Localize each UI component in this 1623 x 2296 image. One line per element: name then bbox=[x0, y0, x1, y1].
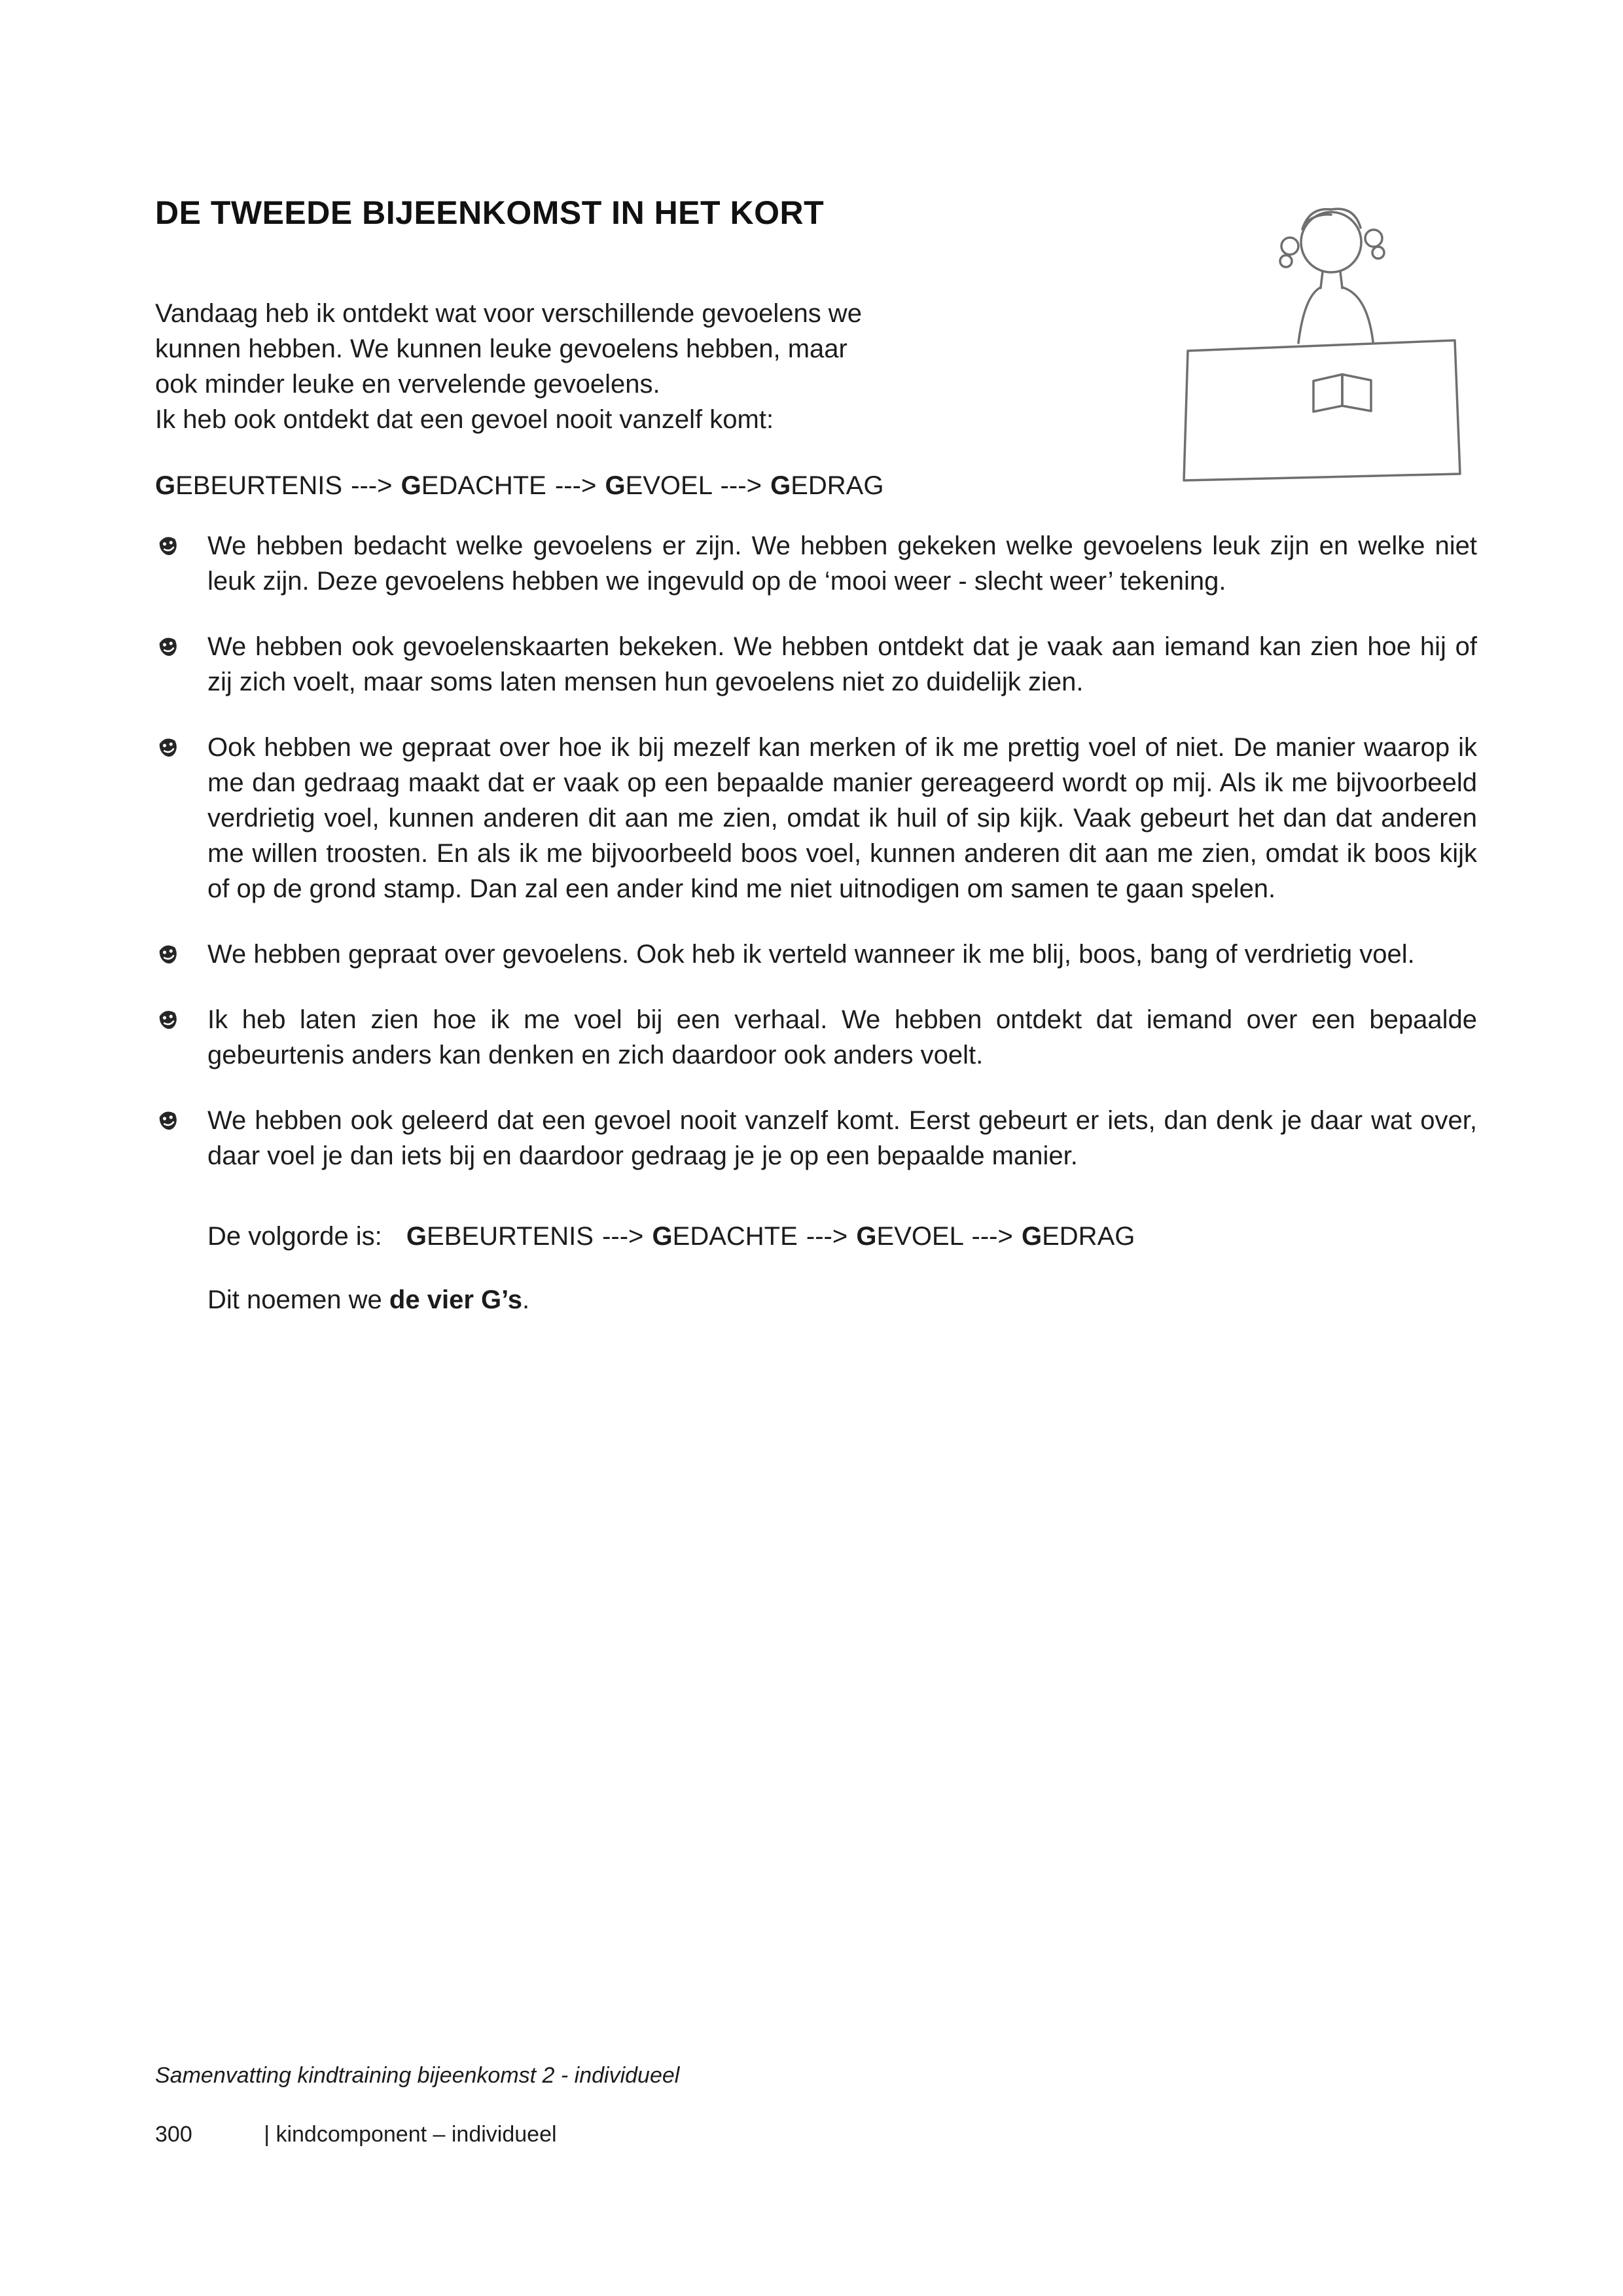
footer-text: | kindcomponent – individueel bbox=[264, 2122, 557, 2147]
girl-at-desk-drawing bbox=[1177, 185, 1465, 486]
footer-summary: Samenvatting kindtraining bijeenkomst 2 - individueel bbox=[155, 2063, 680, 2088]
formula-word: EDRAG bbox=[791, 471, 884, 500]
arrow-text: ---> bbox=[971, 1222, 1013, 1251]
g-letter: G bbox=[155, 471, 176, 500]
g-letter: G bbox=[1021, 1222, 1043, 1251]
bullet-item bbox=[155, 528, 1477, 599]
g-letter: G bbox=[856, 1222, 877, 1251]
bullet-item bbox=[155, 629, 1477, 700]
footer-line bbox=[155, 2122, 557, 2147]
conclusion-lead: Dit noemen we bbox=[207, 1285, 389, 1314]
g-letter: G bbox=[406, 1222, 427, 1251]
intro-line: Ik heb ook ontdekt dat een gevoel nooit vanzelf komt: bbox=[155, 405, 774, 434]
g-letter: G bbox=[770, 471, 791, 500]
intro-line: kunnen hebben. We kunnen leuke gevoelens hebben, maar bbox=[155, 334, 847, 363]
conclusion-tail: . bbox=[522, 1285, 530, 1314]
conclusion-bold: de vier G’s bbox=[389, 1285, 522, 1314]
bullet-text: Ik heb laten zien hoe ik me voel bij een verhaal. We hebben ontdekt dat iemand over een bepaalde gebeurtenis anders kan denken en zich daardoor ook anders voelt. bbox=[207, 1005, 1477, 1069]
arrow-text: ---> bbox=[554, 471, 597, 500]
face-bullet-icon bbox=[155, 937, 207, 972]
arrow-text: ---> bbox=[351, 471, 393, 500]
volgorde-label: De volgorde is: bbox=[207, 1222, 382, 1251]
g-letter: G bbox=[401, 471, 421, 500]
face-bullet-icon bbox=[155, 1103, 207, 1174]
formula-word: EBEURTENIS bbox=[175, 471, 343, 500]
formula-word: EDACHTE bbox=[421, 471, 546, 500]
bullet-list bbox=[155, 528, 1477, 1174]
face-bullet-icon bbox=[155, 528, 207, 599]
bullet-text: We hebben ook gevoelenskaarten bekeken. We hebben ontdekt dat je vaak aan iemand kan zien hoe hij of zij zich voelt, maar soms laten mensen hun gevoelens niet zo duidelijk zien. bbox=[207, 632, 1477, 696]
g-letter: G bbox=[605, 471, 626, 500]
intro-line: Vandaag heb ik ontdekt wat voor verschillende gevoelens we bbox=[155, 299, 862, 328]
intro-line: ook minder leuke en vervelende gevoelens. bbox=[155, 370, 660, 399]
formula-word: EBEURTENIS bbox=[427, 1222, 594, 1251]
bullet-item bbox=[155, 730, 1477, 906]
bullet-item bbox=[155, 937, 1477, 972]
bullet-text: We hebben ook geleerd dat een gevoel nooit vanzelf komt. Eerst gebeurt er iets, dan denk je daar wat over, daar voel je dan iets bij en daardoor gedraag je je op een bepaalde manier. bbox=[207, 1106, 1477, 1170]
conclusion-line bbox=[207, 1285, 1477, 1315]
arrow-text: ---> bbox=[602, 1222, 644, 1251]
page-number: 300 bbox=[155, 2122, 192, 2147]
bullet-text: Ook hebben we gepraat over hoe ik bij mezelf kan merken of ik me prettig voel of niet. De manier waarop ik me dan gedraag maakt dat er vaak op een bepaalde manier gereageerd wordt op mij. Als ik me bijvoorbeeld verdrietig voel, kunnen anderen dit aan me zien, omdat ik huil of sip kijk. Vaak gebeurt het dan dat anderen me willen troosten. En als ik me bijvoorbeeld boos voel, kunnen anderen dit aan me zien, omdat ik boos kijk of op de grond stamp. Dan zal een ander kind me niet uitnodigen om samen te gaan spelen. bbox=[207, 733, 1477, 903]
face-bullet-icon bbox=[155, 1002, 207, 1073]
g-letter: G bbox=[652, 1222, 673, 1251]
bullet-item bbox=[155, 1103, 1477, 1174]
arrow-text: ---> bbox=[720, 471, 762, 500]
bullet-text: We hebben bedacht welke gevoelens er zijn. We hebben gekeken welke gevoelens leuk zijn en welke niet leuk zijn. Deze gevoelens hebben we ingevuld op de ‘mooi weer - slecht weer’ tekening. bbox=[207, 531, 1477, 596]
formula-word: EDRAG bbox=[1042, 1222, 1135, 1251]
girl-at-desk-illustration bbox=[1177, 185, 1465, 486]
face-bullet-icon bbox=[155, 730, 207, 906]
volgorde-line bbox=[207, 1222, 1477, 1251]
formula-word: EVOEL bbox=[876, 1222, 963, 1251]
bullet-text: We hebben gepraat over gevoelens. Ook heb ik verteld wanneer ik me blij, boos, bang of verdrietig voel. bbox=[207, 940, 1415, 969]
formula-word: EVOEL bbox=[625, 471, 712, 500]
page-content bbox=[155, 194, 1477, 1315]
face-bullet-icon bbox=[155, 629, 207, 700]
arrow-text: ---> bbox=[806, 1222, 848, 1251]
formula-word: EDACHTE bbox=[672, 1222, 798, 1251]
page-title: DE TWEEDE BIJEENKOMST IN HET KORT bbox=[155, 194, 825, 231]
bullet-item bbox=[155, 1002, 1477, 1073]
